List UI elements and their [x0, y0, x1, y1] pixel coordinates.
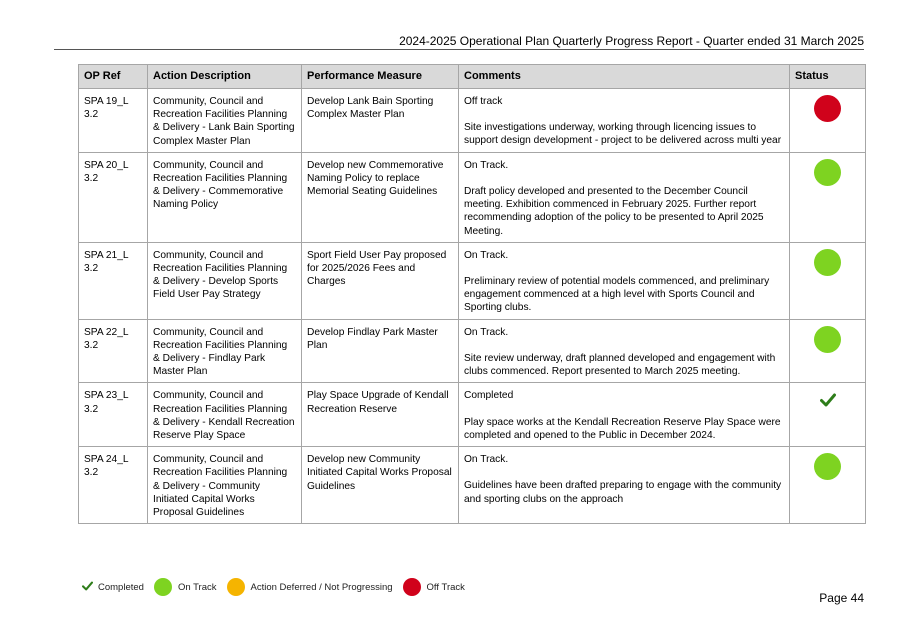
column-header-action: Action Description [148, 65, 302, 89]
column-header-measure: Performance Measure [302, 65, 459, 89]
comment-detail: Preliminary review of potential models commenced, and preliminary engagement commenced at a high level with Sports Council and Sporting clubs. [464, 276, 770, 314]
comment-status: On Track. [464, 159, 509, 171]
red-circle-icon [403, 578, 421, 596]
column-header-comments: Comments [459, 65, 790, 89]
comment-status: On Track. [464, 454, 509, 466]
amber-circle-icon [227, 578, 245, 596]
measure-cell: Develop new Commemorative Naming Policy to replace Memorial Seating Guidelines [302, 152, 459, 242]
action-cell: Community, Council and Recreation Facilities Planning & Delivery - Lank Bain Sporting Complex Master Plan [148, 89, 302, 153]
action-cell: Community, Council and Recreation Facilities Planning & Delivery - Community Initiated Capital Works Proposal Guidelines [148, 447, 302, 524]
op-ref-cell: SPA 19_L 3.2 [79, 89, 148, 153]
comment-detail: Draft policy developed and presented to the December Council meeting. Exhibition commenced in February 2025. Further report recommending adoption of the policy to be presented to April 2025 Meeting. [464, 186, 764, 237]
comment-status: Off track [464, 96, 503, 107]
legend-label: Action Deferred / Not Progressing [250, 581, 393, 593]
progress-table [78, 64, 866, 524]
report-title: 2024-2025 Operational Plan Quarterly Progress Report - Quarter ended 31 March 2025 [399, 34, 864, 48]
status-legend [82, 578, 475, 596]
legend-item-off-track [403, 578, 465, 596]
table-row [79, 152, 866, 242]
legend-label: On Track [177, 581, 217, 593]
status-cell [790, 447, 866, 524]
comments-cell [459, 242, 790, 319]
on-track-status-icon [814, 249, 841, 276]
measure-cell: Develop Lank Bain Sporting Complex Master Plan [302, 89, 459, 153]
green-circle-icon [154, 578, 172, 596]
op-ref-cell: SPA 21_L 3.2 [79, 242, 148, 319]
on-track-status-icon [814, 159, 841, 186]
off-track-status-icon [814, 95, 841, 122]
action-cell: Community, Council and Recreation Facilities Planning & Delivery - Develop Sports Field User Pay Strategy [148, 242, 302, 319]
comment-detail: Play space works at the Kendall Recreation Reserve Play Space were completed and opened to the Public in December 2024. [464, 416, 781, 441]
table-row [79, 447, 866, 524]
legend-item-deferred [227, 578, 393, 596]
comment-status: On Track. [464, 249, 509, 261]
table-row [79, 89, 866, 153]
measure-cell: Play Space Upgrade of Kendall Recreation Reserve [302, 383, 459, 447]
table-header-row [79, 65, 866, 89]
comment-detail: Site investigations underway, working through licencing issues to support design development - project to be delivered across multi year [464, 122, 782, 147]
comments-cell [459, 383, 790, 447]
comment-detail: Guidelines have been drafted preparing to engage with the community and sporting clubs on the approach [464, 480, 782, 505]
page-number: Page 44 [819, 591, 864, 605]
table-row [79, 319, 866, 383]
measure-cell: Develop new Community Initiated Capital Works Proposal Guidelines [302, 447, 459, 524]
status-cell [790, 383, 866, 447]
status-cell [790, 319, 866, 383]
legend-label: Completed [98, 581, 144, 593]
on-track-status-icon [814, 326, 841, 353]
measure-cell: Sport Field User Pay proposed for 2025/2026 Fees and Charges [302, 242, 459, 319]
legend-label: Off Track [426, 581, 465, 593]
comments-cell [459, 319, 790, 383]
comments-cell [459, 89, 790, 153]
action-cell: Community, Council and Recreation Facilities Planning & Delivery - Findlay Park Master Plan [148, 319, 302, 383]
column-header-status: Status [790, 65, 866, 89]
on-track-status-icon [814, 453, 841, 480]
measure-cell: Develop Findlay Park Master Plan [302, 319, 459, 383]
op-ref-cell: SPA 24_L 3.2 [79, 447, 148, 524]
checkmark-icon [82, 581, 93, 594]
comments-cell [459, 152, 790, 242]
comment-status: On Track. [464, 326, 509, 338]
status-cell [790, 242, 866, 319]
comments-cell [459, 447, 790, 524]
header-divider [54, 49, 864, 50]
action-cell: Community, Council and Recreation Facilities Planning & Delivery - Kendall Recreation Reserve Play Space [148, 383, 302, 447]
table-row [79, 383, 866, 447]
legend-item-on-track [154, 578, 217, 596]
checkmark-icon [820, 393, 836, 411]
action-cell: Community, Council and Recreation Facilities Planning & Delivery - Commemorative Naming Policy [148, 152, 302, 242]
comment-status: Completed [464, 390, 514, 402]
column-header-op-ref: OP Ref [79, 65, 148, 89]
op-ref-cell: SPA 22_L 3.2 [79, 319, 148, 383]
op-ref-cell: SPA 20_L 3.2 [79, 152, 148, 242]
legend-item-completed [82, 581, 144, 594]
op-ref-cell: SPA 23_L 3.2 [79, 383, 148, 447]
status-cell [790, 89, 866, 153]
comment-detail: Site review underway, draft planned developed and engagement with clubs commenced. Report presented to March 2025 meeting. [464, 352, 776, 378]
status-cell [790, 152, 866, 242]
table-row [79, 242, 866, 319]
